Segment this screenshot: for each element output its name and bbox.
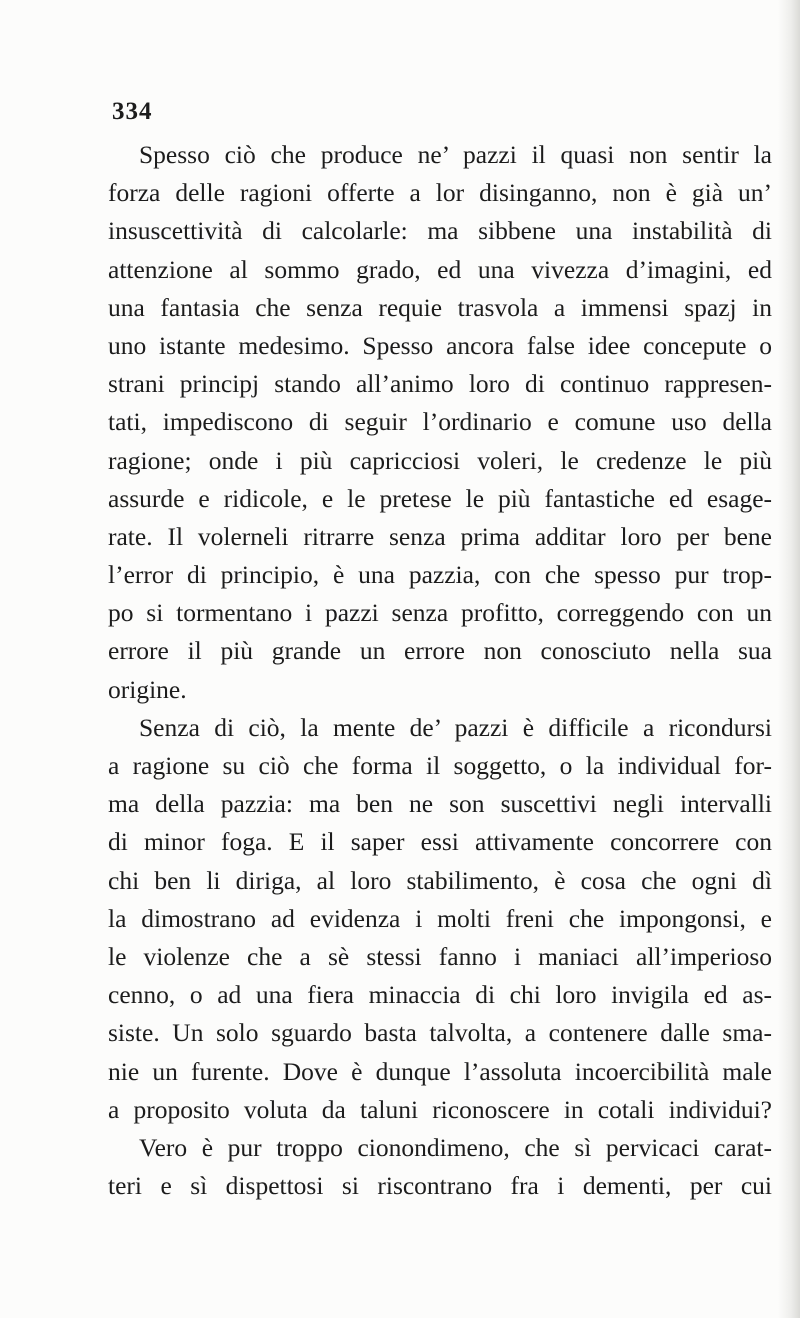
text-line: attenzione al sommo grado, ed una vivezza d’imagini, ed <box>108 254 772 284</box>
text-line: Vero è pur troppo cionondimeno, che sì pervicaci carat- <box>139 1132 772 1162</box>
text-line: tati, impediscono di seguir l’ordinario e comune uso della <box>108 407 772 437</box>
text-line: ragione; onde i più capricciosi voleri, le credenze le più <box>108 445 772 475</box>
text-line: a proposito voluta da taluni riconoscere in cotali individui? <box>108 1094 772 1124</box>
text-line: Spesso ciò che produce ne’ pazzi il quasi non sentir la <box>139 140 772 169</box>
page-edge-shadow <box>778 0 800 1318</box>
body-text <box>108 136 772 1205</box>
text-line: errore il più grande un errore non conosciuto nella sua <box>108 636 772 666</box>
text-line: assurde e ridicole, e le pretese le più fantastiche ed esage- <box>108 483 772 513</box>
page-number: 334 <box>112 98 153 125</box>
text-line: ma della pazzia: ma ben ne son suscettivi negli intervalli <box>108 789 772 819</box>
text-line: le violenze che a sè stessi fanno i maniaci all’imperioso <box>108 941 772 971</box>
text-line: teri e sì dispettosi si riscontrano fra i dementi, per cui <box>108 1171 772 1201</box>
text-line: siste. Un solo sguardo basta talvolta, a contenere dalle sma- <box>108 1018 772 1048</box>
text-line: uno istante medesimo. Spesso ancora false idee concepute o <box>108 330 772 360</box>
text-line: rate. Il volerneli ritrarre senza prima additar loro per bene <box>108 521 772 551</box>
text-line: insuscettività di calcolarle: ma sibbene una instabilità di <box>108 216 772 246</box>
text-line: forza delle ragioni offerte a lor disinganno, non è già un’ <box>108 178 772 208</box>
text-line: una fantasia che senza requie trasvola a immensi spazj in <box>108 292 772 322</box>
text-line: nie un furente. Dove è dunque l’assoluta incoercibilità male <box>108 1056 772 1086</box>
text-line: di minor foga. E il saper essi attivamente concorrere con <box>108 827 772 857</box>
text-line: a ragione su ciò che forma il soggetto, o la individual for- <box>108 751 772 780</box>
text-line: chi ben li diriga, al loro stabilimento, è cosa che ogni dì <box>108 865 772 895</box>
text-line: cenno, o ad una fiera minaccia di chi loro invigila ed as- <box>108 980 772 1010</box>
text-line: la dimostrano ad evidenza i molti freni che impongonsi, e <box>108 903 772 933</box>
text-line: strani principj stando all’animo loro di continuo rappresen- <box>108 369 772 399</box>
text-line: l’error di principio, è una pazzia, con che spesso pur trop- <box>108 560 772 590</box>
text-line: origine. <box>108 674 187 704</box>
text-line: Senza di ciò, la mente de’ pazzi è difficile a ricondursi <box>139 712 772 742</box>
text-line: po si tormentano i pazzi senza profitto, correggendo con un <box>108 598 772 628</box>
